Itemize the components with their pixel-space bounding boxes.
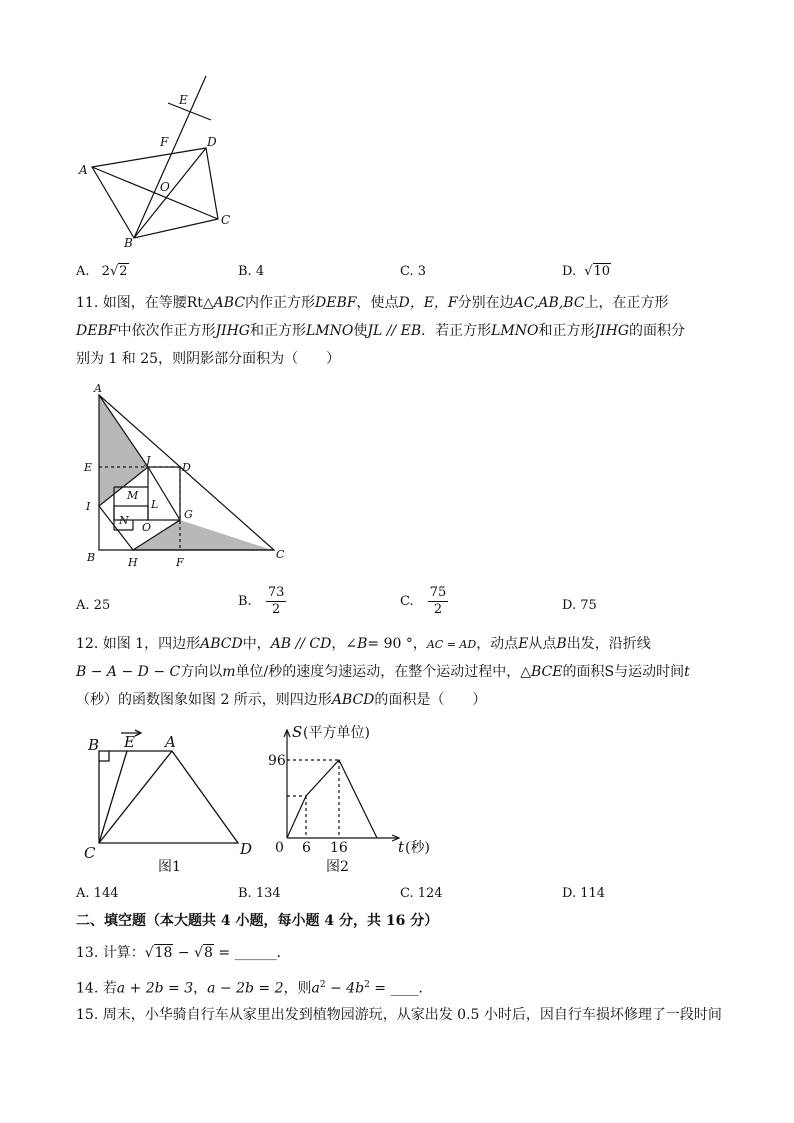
text: 别为 1 和 25，则阴影部分面积为（ ） (76, 351, 341, 367)
text: 若 (102, 980, 117, 997)
text: 从点 (528, 636, 557, 652)
option-radicand: 10 (593, 264, 611, 279)
q12-fig1-label-b: B (88, 736, 100, 754)
text: 的面积 (562, 664, 605, 680)
q11-option-c (400, 585, 448, 618)
text: ． (418, 980, 433, 997)
q13-line (76, 943, 291, 963)
q11-label-g: G (184, 508, 193, 521)
q12-fig1-label-c: C (84, 844, 96, 862)
q11-label-e: E (84, 461, 93, 474)
text: 如图 1，四边形 (102, 636, 201, 652)
math: = (213, 945, 235, 961)
q12-fig2-label-s-unit: (平方单位) (303, 725, 370, 741)
text: （秒）的函数图象如图 2 所示，则四边形 (76, 692, 332, 708)
math: t (684, 664, 690, 680)
sqrt-icon: √ (109, 264, 119, 279)
q10-label-o: O (160, 180, 170, 194)
q12-function-graph (287, 760, 377, 838)
math: a + 2b = 3 (116, 980, 194, 997)
sqrt-icon: √ (584, 264, 593, 279)
q10-bisector-line (134, 76, 206, 238)
option-value: 114 (580, 886, 606, 901)
q12-line-2 (76, 662, 690, 682)
text: 周末，小华骑自行车从家里出发到植物园游玩，从家出发 0.5 小时后，因自行车损坏修理了一段时间 (102, 1007, 722, 1023)
q11-label-j: J (146, 454, 151, 467)
math: LMNO (491, 323, 539, 339)
math: = (369, 980, 391, 997)
question-number: 15. (76, 1007, 99, 1023)
option-coefficient: 2 (101, 264, 110, 279)
text: = 90 °， (367, 636, 427, 652)
q10-option-b (238, 264, 264, 279)
q12-option-a (76, 886, 119, 901)
text: 中， (242, 636, 271, 652)
q10-label-e: E (179, 93, 188, 107)
math: E (518, 636, 529, 652)
text: 与运动时间 (614, 664, 685, 680)
sqrt-icon: √ (144, 945, 154, 961)
option-value: 124 (417, 886, 443, 901)
q11-label-f: F (176, 556, 184, 569)
q11-label-m: M (127, 489, 139, 502)
q12-fig2-label-s: S (292, 723, 303, 741)
text: 方向以 (180, 664, 223, 680)
option-letter: D. (562, 598, 577, 613)
q12-line-ac (99, 751, 172, 843)
text: ，使点 (356, 295, 399, 311)
q10-label-d: D (207, 135, 217, 149)
text: 分别在边 (457, 295, 514, 311)
question-number: 14. (76, 980, 99, 997)
q12-figure-2 (265, 716, 445, 881)
q12-fig2-tick-6: 6 (302, 840, 311, 856)
q11-label-b: B (87, 551, 96, 564)
math: ABCD (331, 692, 375, 708)
q12-fig1-label-a: A (165, 733, 176, 751)
text: 使 (353, 323, 368, 339)
math: Rt△ (186, 295, 214, 311)
question-number: 13. (76, 945, 99, 961)
option-fraction (428, 585, 449, 618)
q11-label-o: O (142, 521, 152, 534)
q10-option-c (400, 264, 426, 279)
q11-label-i: I (86, 500, 91, 513)
text: 的面积分 (629, 323, 686, 339)
option-letter: C. (400, 886, 414, 901)
option-letter: A. (76, 886, 90, 901)
math: △BCE (520, 664, 563, 680)
option-letter: B. (238, 594, 252, 609)
option-value: 144 (93, 886, 119, 901)
q11-option-b (238, 585, 286, 618)
q10-option-d (562, 264, 611, 279)
q11-label-a: A (94, 382, 102, 395)
math: a (311, 980, 320, 997)
q12-fig2-origin: 0 (275, 840, 284, 856)
q10-figure (70, 70, 250, 255)
option-letter: B. (238, 886, 252, 901)
q12-figure-1 (82, 724, 262, 879)
option-value: 25 (93, 598, 111, 613)
text: 的面积是（ ） (374, 692, 487, 708)
q11-option-d (562, 598, 597, 613)
q12-fig1-label-e: E (124, 733, 135, 751)
text: ，∠ (331, 636, 358, 652)
text: ，则 (283, 980, 312, 997)
math: JIHG (594, 323, 630, 339)
text: 单位/秒的速度匀速运动，在整个运动过程中， (235, 664, 521, 680)
q12-fig1-label-d: D (240, 840, 253, 858)
q10-arc-mark (168, 103, 211, 120)
option-letter: C. (400, 594, 414, 609)
text: 中依次作正方形 (117, 323, 216, 339)
option-fraction (266, 585, 287, 618)
option-letter: B. (238, 264, 252, 279)
option-radicand: 2 (119, 264, 128, 279)
radicand: 8 (204, 945, 213, 961)
q12-option-c (400, 886, 443, 901)
math: − (173, 945, 195, 961)
text: 和正方形 (538, 323, 595, 339)
math: S (604, 664, 615, 680)
q12-option-d (562, 886, 605, 901)
answer-blank: ____ (390, 980, 419, 997)
math: AB // CD (270, 636, 332, 652)
exponent: 2 (319, 980, 326, 990)
text: 计算： (102, 945, 145, 961)
q12-fig1-caption: 图1 (158, 859, 181, 875)
q12-fig2-caption: 图2 (326, 859, 349, 875)
math: AC = AD (426, 638, 477, 651)
math: ABC (213, 295, 246, 311)
exponent: 2 (364, 980, 370, 990)
text: 上，在正方形 (584, 295, 669, 311)
option-letter: C. (400, 264, 414, 279)
q11-shaded-region-1 (99, 395, 148, 506)
option-letter: D. (562, 886, 577, 901)
option-value: 4 (255, 264, 265, 279)
option-letter: A. (76, 598, 90, 613)
math: m (222, 664, 236, 680)
q11-option-a (76, 598, 110, 613)
text: ．若正方形 (421, 323, 492, 339)
math: JIHG (215, 323, 250, 339)
q11-line-2 (76, 321, 685, 341)
text: ，动点 (476, 636, 519, 652)
q12-option-b (238, 886, 281, 901)
math: B (357, 636, 368, 652)
question-number: 11. (76, 295, 99, 311)
q12-trapezoid-abcd (99, 751, 238, 843)
math: B − A − D − C (76, 664, 181, 680)
q11-shaded-region-2 (133, 520, 272, 550)
q15-line (76, 1005, 722, 1025)
q10-option-a (76, 264, 129, 279)
q11-figure (80, 380, 290, 570)
q10-label-f: F (160, 135, 169, 149)
q12-line-ce (99, 751, 127, 843)
q10-label-c: C (221, 213, 231, 227)
q14-line (76, 975, 432, 999)
q11-label-c: C (276, 548, 285, 561)
q11-line-1 (76, 293, 669, 313)
sqrt-icon: √ (194, 945, 204, 961)
math: − 4b (325, 980, 365, 997)
q12-fig2-label-t-unit: (秒) (405, 840, 430, 856)
option-letter: D. (562, 264, 577, 279)
q12-line-1 (76, 634, 651, 655)
math: a − 2b = 2 (207, 980, 284, 997)
q11-label-n: N (119, 514, 129, 527)
q12-right-angle-mark (99, 751, 109, 761)
question-number: 12. (76, 636, 99, 652)
q12-fig2-label-t: t (398, 838, 405, 856)
q10-label-b: B (124, 236, 133, 250)
math: B (556, 636, 567, 652)
option-value: 3 (417, 264, 427, 279)
q11-label-l: L (151, 498, 159, 511)
text: ． (276, 945, 291, 961)
q12-fig2-tick-96: 96 (268, 753, 286, 769)
text: 和正方形 (250, 323, 306, 339)
math: JL // EB (367, 323, 422, 339)
text: 出发，沿折线 (566, 636, 651, 652)
text: 内作正方形 (245, 295, 316, 311)
answer-blank: ______ (234, 945, 277, 961)
q11-label-d: D (182, 461, 191, 474)
fraction-numerator: 75 (429, 585, 447, 600)
q12-line-3 (76, 690, 486, 710)
option-letter: A. (76, 264, 90, 279)
math: LMNO (306, 323, 354, 339)
text: 如图，在等腰 (102, 295, 187, 311)
q11-label-h: H (128, 556, 138, 569)
fraction-denominator: 2 (271, 602, 281, 617)
q10-label-a: A (79, 163, 88, 177)
q11-line-3 (76, 349, 340, 369)
option-value: 75 (580, 598, 597, 613)
option-value: 134 (255, 886, 281, 901)
math: DEBF (76, 323, 118, 339)
math: D，E，F (398, 295, 458, 311)
section-2-title: 二、填空题（本大题共 4 小题，每小题 4 分，共 16 分） (76, 913, 439, 929)
fraction-denominator: 2 (433, 602, 443, 617)
fraction-numerator: 73 (267, 585, 285, 600)
math: DEBF (315, 295, 357, 311)
math: AC,AB,BC (513, 295, 585, 311)
math: ABCD (200, 636, 243, 652)
q12-fig2-tick-16: 16 (330, 840, 348, 856)
text: ， (193, 980, 208, 997)
radicand: 18 (154, 945, 173, 961)
